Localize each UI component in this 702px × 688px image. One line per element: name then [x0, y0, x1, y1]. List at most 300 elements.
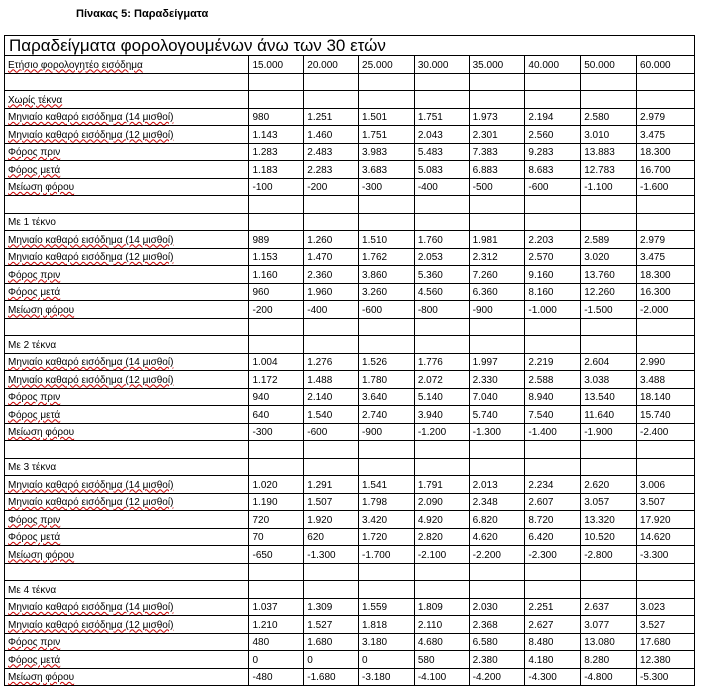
value-cell: 3.940 — [414, 406, 469, 424]
value-cell: 17.920 — [637, 511, 695, 529]
row-label — [5, 143, 249, 161]
table-row — [5, 423, 695, 441]
table-row — [5, 493, 695, 511]
empty-cell — [359, 458, 415, 476]
value-cell: 2.360 — [304, 266, 359, 284]
empty-cell — [414, 563, 469, 581]
value-cell: 2.580 — [581, 108, 637, 126]
empty-cell — [304, 563, 359, 581]
group-label — [5, 91, 249, 109]
spacer-row — [5, 441, 695, 459]
empty-cell — [525, 336, 581, 354]
empty-cell — [414, 581, 469, 599]
empty-cell — [581, 318, 637, 336]
value-cell: 3.020 — [581, 248, 637, 266]
value-cell: 6.820 — [469, 511, 525, 529]
empty-cell — [637, 213, 695, 231]
empty-cell — [414, 458, 469, 476]
table-row — [5, 231, 695, 249]
table-caption: Πίνακας 5: Παραδείγματα — [76, 8, 209, 20]
value-cell: 1.760 — [414, 231, 469, 249]
row-label-text: Φόρος μετά — [8, 164, 61, 176]
header-col: 15.000 — [249, 56, 304, 74]
value-cell: 1.818 — [359, 616, 415, 634]
row-label-text: Φόρος πριν — [8, 637, 61, 648]
group-label-text: Με 3 τέκνα — [8, 462, 57, 473]
header-col: 25.000 — [359, 56, 415, 74]
table-row — [5, 301, 695, 319]
value-cell: 1.283 — [249, 143, 304, 161]
value-cell: 2.330 — [469, 371, 525, 389]
empty-cell — [249, 563, 304, 581]
row-label-text: Μηνιαίο καθαρό εισόδημα (14 μισθοί) — [8, 602, 174, 613]
value-cell: 3.983 — [359, 143, 415, 161]
value-cell: 8.940 — [525, 388, 581, 406]
value-cell: 1.460 — [304, 126, 359, 144]
value-cell: 720 — [249, 511, 304, 529]
empty-cell — [637, 336, 695, 354]
empty-cell — [414, 91, 469, 109]
value-cell: 7.540 — [525, 406, 581, 424]
value-cell: 1.776 — [414, 353, 469, 371]
value-cell: -1.400 — [525, 423, 581, 441]
row-label — [5, 546, 249, 564]
empty-cell — [414, 213, 469, 231]
value-cell: 2.607 — [525, 493, 581, 511]
value-cell: 2.053 — [414, 248, 469, 266]
value-cell: 2.030 — [469, 598, 525, 616]
title-row — [5, 36, 695, 56]
value-cell: -1.300 — [469, 423, 525, 441]
value-cell: 5.483 — [414, 143, 469, 161]
value-cell: 1.762 — [359, 248, 415, 266]
value-cell: 2.283 — [304, 161, 359, 179]
row-label-text: Μηνιαίο καθαρό εισόδημα (14 μισθοί) — [8, 112, 174, 123]
row-label — [5, 231, 249, 249]
row-label — [5, 616, 249, 634]
value-cell: -1.200 — [414, 423, 469, 441]
value-cell: 14.620 — [637, 528, 695, 546]
value-cell: 7.040 — [469, 388, 525, 406]
row-label — [5, 388, 249, 406]
value-cell: 2.312 — [469, 248, 525, 266]
row-label — [5, 178, 249, 196]
value-cell: 1.037 — [249, 598, 304, 616]
value-cell: 1.501 — [359, 108, 415, 126]
empty-cell — [304, 91, 359, 109]
value-cell: 13.320 — [581, 511, 637, 529]
group-label — [5, 458, 249, 476]
value-cell: 11.640 — [581, 406, 637, 424]
empty-cell — [249, 458, 304, 476]
value-cell: 640 — [249, 406, 304, 424]
value-cell: 2.990 — [637, 353, 695, 371]
value-cell: 8.160 — [525, 283, 581, 301]
header-label — [5, 56, 249, 74]
group-label — [5, 213, 249, 231]
value-cell: 3.475 — [637, 248, 695, 266]
row-label-text: Φόρος μετά — [8, 654, 61, 666]
row-label — [5, 476, 249, 494]
empty-cell — [637, 441, 695, 459]
spacer-row — [5, 563, 695, 581]
value-cell: -400 — [414, 178, 469, 196]
table-row — [5, 353, 695, 371]
value-cell: 2.627 — [525, 616, 581, 634]
value-cell: 1.210 — [249, 616, 304, 634]
value-cell: -900 — [469, 301, 525, 319]
empty-cell — [249, 213, 304, 231]
value-cell: -500 — [469, 178, 525, 196]
value-cell: 1.190 — [249, 493, 304, 511]
value-cell: 6.420 — [525, 528, 581, 546]
row-label — [5, 511, 249, 529]
empty-cell — [304, 336, 359, 354]
value-cell: 1.172 — [249, 371, 304, 389]
empty-cell — [5, 318, 249, 336]
empty-cell — [637, 318, 695, 336]
row-label-text: Μείωση φόρου — [8, 182, 75, 193]
empty-cell — [304, 458, 359, 476]
table-row — [5, 598, 695, 616]
value-cell: -4.200 — [469, 668, 525, 686]
empty-cell — [249, 441, 304, 459]
empty-cell — [359, 73, 415, 91]
value-cell: 940 — [249, 388, 304, 406]
empty-cell — [637, 91, 695, 109]
value-cell: 1.260 — [304, 231, 359, 249]
value-cell: 1.004 — [249, 353, 304, 371]
row-label — [5, 528, 249, 546]
row-label — [5, 283, 249, 301]
value-cell: 3.475 — [637, 126, 695, 144]
row-label — [5, 126, 249, 144]
empty-cell — [469, 336, 525, 354]
value-cell: -4.100 — [414, 668, 469, 686]
table-title: Παραδείγματα φορολογουμένων άνω των 30 ετών — [5, 36, 695, 56]
value-cell: -2.200 — [469, 546, 525, 564]
value-cell: 2.588 — [525, 371, 581, 389]
table-row — [5, 371, 695, 389]
value-cell: -2.400 — [637, 423, 695, 441]
value-cell: 8.720 — [525, 511, 581, 529]
table-row — [5, 528, 695, 546]
value-cell: 4.180 — [525, 651, 581, 669]
value-cell: 2.043 — [414, 126, 469, 144]
value-cell: 3.260 — [359, 283, 415, 301]
header-col: 60.000 — [637, 56, 695, 74]
value-cell: 1.540 — [304, 406, 359, 424]
empty-cell — [525, 91, 581, 109]
value-cell: 2.301 — [469, 126, 525, 144]
value-cell: 2.013 — [469, 476, 525, 494]
value-cell: 8.280 — [581, 651, 637, 669]
empty-cell — [5, 196, 249, 214]
empty-cell — [637, 581, 695, 599]
row-label — [5, 266, 249, 284]
empty-cell — [304, 73, 359, 91]
value-cell: 5.740 — [469, 406, 525, 424]
value-cell: 2.740 — [359, 406, 415, 424]
value-cell: 1.183 — [249, 161, 304, 179]
value-cell: 2.979 — [637, 108, 695, 126]
value-cell: 3.010 — [581, 126, 637, 144]
value-cell: 4.620 — [469, 528, 525, 546]
empty-cell — [581, 336, 637, 354]
group-row — [5, 336, 695, 354]
empty-cell — [525, 441, 581, 459]
spacer-row — [5, 318, 695, 336]
value-cell: 3.420 — [359, 511, 415, 529]
value-cell: -5.300 — [637, 668, 695, 686]
table-row — [5, 126, 695, 144]
value-cell: -2.800 — [581, 546, 637, 564]
value-cell: 2.589 — [581, 231, 637, 249]
empty-cell — [469, 91, 525, 109]
value-cell: 18.140 — [637, 388, 695, 406]
empty-cell — [469, 213, 525, 231]
value-cell: 1.526 — [359, 353, 415, 371]
value-cell: 3.077 — [581, 616, 637, 634]
value-cell: -3.180 — [359, 668, 415, 686]
empty-cell — [304, 196, 359, 214]
value-cell: -800 — [414, 301, 469, 319]
group-label-text: Με 2 τέκνα — [8, 339, 57, 351]
value-cell: 1.981 — [469, 231, 525, 249]
value-cell: 3.057 — [581, 493, 637, 511]
value-cell: 18.300 — [637, 266, 695, 284]
value-cell: 1.541 — [359, 476, 415, 494]
value-cell: 2.072 — [414, 371, 469, 389]
value-cell: 1.809 — [414, 598, 469, 616]
value-cell: -400 — [304, 301, 359, 319]
value-cell: 1.920 — [304, 511, 359, 529]
row-label — [5, 108, 249, 126]
row-label-text: Μηνιαίο καθαρό εισόδημα (12 μισθοί) — [8, 497, 174, 508]
value-cell: -1.500 — [581, 301, 637, 319]
value-cell: 480 — [249, 633, 304, 651]
empty-cell — [249, 91, 304, 109]
value-cell: 13.540 — [581, 388, 637, 406]
value-cell: 13.760 — [581, 266, 637, 284]
value-cell: 2.380 — [469, 651, 525, 669]
row-label-text: Μείωση φόρου — [8, 427, 75, 438]
value-cell: -200 — [304, 178, 359, 196]
table-row — [5, 406, 695, 424]
value-cell: 1.488 — [304, 371, 359, 389]
value-cell: 2.251 — [525, 598, 581, 616]
table-body — [5, 36, 695, 686]
value-cell: 2.820 — [414, 528, 469, 546]
value-cell: 13.080 — [581, 633, 637, 651]
value-cell: -4.300 — [525, 668, 581, 686]
value-cell: 3.038 — [581, 371, 637, 389]
value-cell: 0 — [359, 651, 415, 669]
value-cell: 1.791 — [414, 476, 469, 494]
empty-cell — [469, 581, 525, 599]
empty-cell — [469, 73, 525, 91]
row-label — [5, 371, 249, 389]
value-cell: 2.090 — [414, 493, 469, 511]
row-label — [5, 668, 249, 686]
table-row — [5, 546, 695, 564]
empty-cell — [414, 318, 469, 336]
empty-cell — [581, 73, 637, 91]
table-row — [5, 388, 695, 406]
value-cell: 3.527 — [637, 616, 695, 634]
row-label — [5, 633, 249, 651]
table-row — [5, 668, 695, 686]
value-cell: -480 — [249, 668, 304, 686]
empty-cell — [359, 441, 415, 459]
empty-cell — [414, 196, 469, 214]
value-cell: -100 — [249, 178, 304, 196]
value-cell: 1.143 — [249, 126, 304, 144]
value-cell: 8.683 — [525, 161, 581, 179]
empty-cell — [249, 581, 304, 599]
empty-cell — [5, 73, 249, 91]
empty-cell — [637, 196, 695, 214]
value-cell: -650 — [249, 546, 304, 564]
empty-cell — [525, 563, 581, 581]
value-cell: -300 — [249, 423, 304, 441]
value-cell: 2.219 — [525, 353, 581, 371]
value-cell: -1.100 — [581, 178, 637, 196]
value-cell: 1.020 — [249, 476, 304, 494]
value-cell: -900 — [359, 423, 415, 441]
row-label-text: Μηνιαίο καθαρό εισόδημα (12 μισθοί) — [8, 252, 174, 263]
row-label — [5, 301, 249, 319]
group-label — [5, 581, 249, 599]
value-cell: 6.580 — [469, 633, 525, 651]
header-label-text: Ετήσιο φορολογητέο εισόδημα — [8, 59, 143, 71]
row-label-text: Μηνιαίο καθαρό εισόδημα (14 μισθοί) — [8, 479, 174, 491]
value-cell: 1.680 — [304, 633, 359, 651]
value-cell: 1.720 — [359, 528, 415, 546]
value-cell: 1.276 — [304, 353, 359, 371]
empty-cell — [469, 441, 525, 459]
empty-cell — [581, 563, 637, 581]
empty-cell — [304, 581, 359, 599]
header-col: 20.000 — [304, 56, 359, 74]
table-row — [5, 616, 695, 634]
row-label-text: Φόρος μετά — [8, 532, 61, 543]
row-label — [5, 353, 249, 371]
row-label — [5, 423, 249, 441]
empty-cell — [525, 73, 581, 91]
value-cell: -2.000 — [637, 301, 695, 319]
header-col: 40.000 — [525, 56, 581, 74]
table-row — [5, 178, 695, 196]
value-cell: 1.798 — [359, 493, 415, 511]
value-cell: 8.480 — [525, 633, 581, 651]
empty-cell — [249, 73, 304, 91]
empty-cell — [637, 563, 695, 581]
value-cell: 6.360 — [469, 283, 525, 301]
value-cell: 2.348 — [469, 493, 525, 511]
empty-cell — [525, 213, 581, 231]
row-label-text: Μηνιαίο καθαρό εισόδημα (14 μισθοί) — [8, 357, 174, 368]
table-row — [5, 476, 695, 494]
header-col: 35.000 — [469, 56, 525, 74]
spacer-row — [5, 73, 695, 91]
empty-cell — [359, 91, 415, 109]
table-row — [5, 633, 695, 651]
group-label-text: Με 1 τέκνο — [8, 217, 56, 228]
value-cell: 0 — [304, 651, 359, 669]
empty-cell — [581, 91, 637, 109]
row-label-text: Μείωση φόρου — [8, 304, 75, 316]
empty-cell — [359, 196, 415, 214]
row-label-text: Φόρος πριν — [8, 392, 61, 403]
empty-cell — [469, 458, 525, 476]
value-cell: 70 — [249, 528, 304, 546]
row-label-text: Φόρος πριν — [8, 514, 61, 526]
value-cell: 1.751 — [414, 108, 469, 126]
empty-cell — [469, 196, 525, 214]
value-cell: 3.180 — [359, 633, 415, 651]
value-cell: 5.140 — [414, 388, 469, 406]
value-cell: 2.194 — [525, 108, 581, 126]
row-label — [5, 248, 249, 266]
value-cell: 2.368 — [469, 616, 525, 634]
value-cell: 17.680 — [637, 633, 695, 651]
value-cell: 12.260 — [581, 283, 637, 301]
value-cell: 3.023 — [637, 598, 695, 616]
empty-cell — [304, 318, 359, 336]
empty-cell — [414, 441, 469, 459]
examples-table — [4, 35, 695, 686]
value-cell: 1.973 — [469, 108, 525, 126]
empty-cell — [5, 441, 249, 459]
value-cell: 2.110 — [414, 616, 469, 634]
value-cell: 1.510 — [359, 231, 415, 249]
group-row — [5, 458, 695, 476]
value-cell: -300 — [359, 178, 415, 196]
table-row — [5, 511, 695, 529]
spacer-row — [5, 196, 695, 214]
value-cell: 580 — [414, 651, 469, 669]
empty-cell — [581, 213, 637, 231]
empty-cell — [249, 318, 304, 336]
empty-cell — [304, 213, 359, 231]
value-cell: 2.140 — [304, 388, 359, 406]
value-cell: 18.300 — [637, 143, 695, 161]
value-cell: 5.360 — [414, 266, 469, 284]
table-row — [5, 266, 695, 284]
table-row — [5, 143, 695, 161]
empty-cell — [525, 318, 581, 336]
value-cell: 3.507 — [637, 493, 695, 511]
row-label-text: Φόρος πριν — [8, 269, 61, 281]
empty-cell — [581, 441, 637, 459]
value-cell: 3.640 — [359, 388, 415, 406]
group-label-text: Χωρίς τέκνα — [8, 94, 63, 106]
table-row — [5, 161, 695, 179]
table-row — [5, 283, 695, 301]
empty-cell — [359, 581, 415, 599]
value-cell: 989 — [249, 231, 304, 249]
row-label — [5, 493, 249, 511]
value-cell: 3.006 — [637, 476, 695, 494]
row-label-text: Μηνιαίο καθαρό εισόδημα (12 μισθοί) — [8, 129, 174, 141]
value-cell: 9.160 — [525, 266, 581, 284]
value-cell: 2.234 — [525, 476, 581, 494]
row-label-text: Μείωση φόρου — [8, 672, 75, 683]
value-cell: 1.960 — [304, 283, 359, 301]
value-cell: 0 — [249, 651, 304, 669]
empty-cell — [581, 581, 637, 599]
